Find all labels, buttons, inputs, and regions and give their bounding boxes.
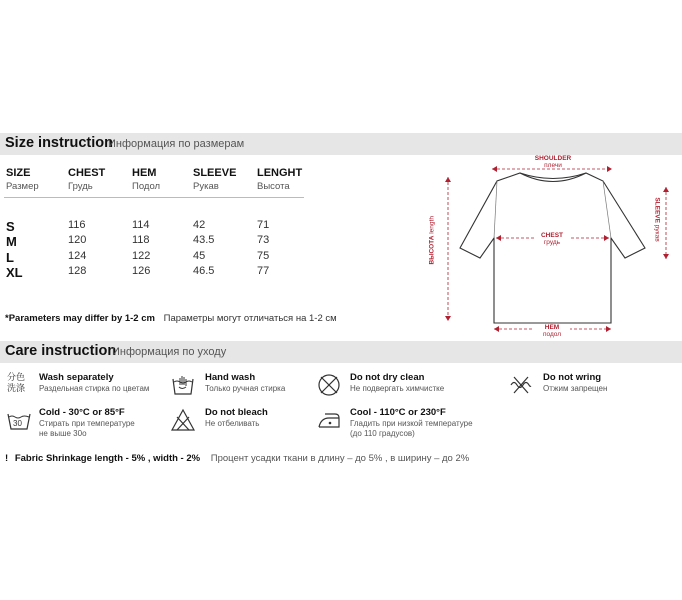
wash-30-glyph: 30 <box>13 419 22 428</box>
row-hem: 114 <box>132 219 150 231</box>
row-sleeve: 43.5 <box>193 234 215 246</box>
tshirt-outline <box>460 173 645 323</box>
size-note-en: *Parameters may differ by 1-2 cm <box>5 313 155 324</box>
hem-label <box>534 324 570 338</box>
row-size: L <box>6 250 14 265</box>
shoulder-label-en: SHOULDER <box>534 155 572 162</box>
row-chest: 120 <box>68 234 87 246</box>
row-length: 71 <box>257 219 270 231</box>
length-label <box>428 216 436 265</box>
care-item-sub: Стирать при температуре <box>39 419 135 428</box>
header-chest-ru: Грудь <box>68 181 93 192</box>
hand-wash-icon <box>171 373 195 397</box>
no-dry-clean-icon <box>317 373 341 397</box>
wash-separately-glyph-top: 分色 <box>7 373 26 383</box>
care-item-sub: Не отбеливать <box>205 419 260 428</box>
row-hem: 126 <box>132 265 151 277</box>
shoulder-label-ru: плечи <box>544 162 562 169</box>
wash-separately-icon <box>7 373 31 397</box>
care-item-sub2: (до 110 градусов) <box>350 429 415 438</box>
shoulder-arrow-right <box>607 166 612 172</box>
sleeve-arrow-top <box>663 187 669 192</box>
size-note-ru: Параметры могут отличаться на 1-2 см <box>163 313 337 324</box>
row-length: 77 <box>257 265 270 277</box>
care-instruction-bar <box>0 341 682 363</box>
care-section-subtitle: Информация по уходу <box>112 346 227 358</box>
chest-label <box>534 232 570 246</box>
length-label-en: length <box>428 216 436 234</box>
care-item-title: Wash separately <box>39 372 114 383</box>
sleeve-label-en: SLEEVE <box>653 197 661 223</box>
shrinkage-mark: ! <box>5 453 9 464</box>
sleeve-label-ru: рукав <box>653 224 661 242</box>
header-length: LENGHT <box>257 167 303 179</box>
header-length-ru: Высота <box>257 181 290 192</box>
row-chest: 116 <box>68 219 86 231</box>
no-bleach-icon <box>171 408 195 432</box>
row-size: XL <box>6 265 23 280</box>
header-sleeve: SLEEVE <box>193 167 237 179</box>
shrinkage-en: Fabric Shrinkage length - 5% , width - 2% <box>14 453 201 464</box>
care-item-sub: Гладить при низкой температуре <box>350 419 473 428</box>
header-hem-ru: Подол <box>132 181 161 192</box>
hem-arrow-left <box>494 326 499 332</box>
row-hem: 118 <box>132 234 150 246</box>
hem-arrow-right <box>606 326 611 332</box>
sleeve-label <box>654 191 661 249</box>
shrinkage-ru: Процент усадки ткани в длину – до 5% , в ширину – до 2% <box>210 453 470 464</box>
row-sleeve: 46.5 <box>193 265 215 277</box>
length-label-ru: ВЫСОТА <box>428 235 436 265</box>
shoulder-arrow-left <box>492 166 497 172</box>
sleeve-arrow-bottom <box>663 254 669 259</box>
header-sleeve-ru: Рукав <box>193 181 219 192</box>
care-item-sub: Не подвергать химчистке <box>350 384 445 393</box>
length-arrow-bottom <box>445 316 451 321</box>
header-size: SIZE <box>6 167 31 179</box>
chest-label-ru: грудь <box>543 239 561 246</box>
row-hem: 122 <box>132 250 151 262</box>
care-item-title: Cool - 110°C or 230°F <box>350 407 446 418</box>
no-wring-icon <box>509 373 533 397</box>
header-chest: CHEST <box>68 167 106 179</box>
chest-label-en: CHEST <box>540 232 564 239</box>
care-section-title: Care instruction <box>5 343 117 359</box>
care-item-title: Cold - 30°C or 85°F <box>39 407 125 418</box>
hem-label-en: HEM <box>544 324 560 331</box>
row-sleeve: 42 <box>193 219 206 231</box>
care-item-title: Do not dry clean <box>350 372 425 383</box>
shrinkage-note <box>5 453 469 464</box>
care-item-title: Do not wring <box>543 372 602 383</box>
row-sleeve: 45 <box>193 250 206 262</box>
row-length: 75 <box>257 250 270 262</box>
iron-low-icon <box>317 408 341 432</box>
care-item-title: Hand wash <box>205 372 256 383</box>
wash-separately-glyph-bottom: 洗涤 <box>7 384 26 394</box>
care-item-title: Do not bleach <box>205 407 268 418</box>
shoulder-label <box>531 155 575 169</box>
wash-30-icon <box>7 408 31 432</box>
header-size-ru: Размер <box>6 181 39 192</box>
care-item-sub: Раздельная стирка по цветам <box>39 384 150 393</box>
row-length: 73 <box>257 234 270 246</box>
size-section-title: Size instruction <box>5 135 113 151</box>
length-arrow-top <box>445 177 451 182</box>
care-item-sub2: не выше 30o <box>39 429 87 438</box>
row-size: M <box>6 234 17 249</box>
hem-label-ru: подол <box>542 331 562 338</box>
care-item-sub: Только ручная стирка <box>205 384 286 393</box>
row-chest: 128 <box>68 265 87 277</box>
row-chest: 124 <box>68 250 87 262</box>
row-size: S <box>6 219 15 234</box>
size-section-subtitle: Информация по размерам <box>108 138 245 150</box>
header-hem: HEM <box>132 167 157 179</box>
care-item-sub: Отжим запрещен <box>543 384 608 393</box>
